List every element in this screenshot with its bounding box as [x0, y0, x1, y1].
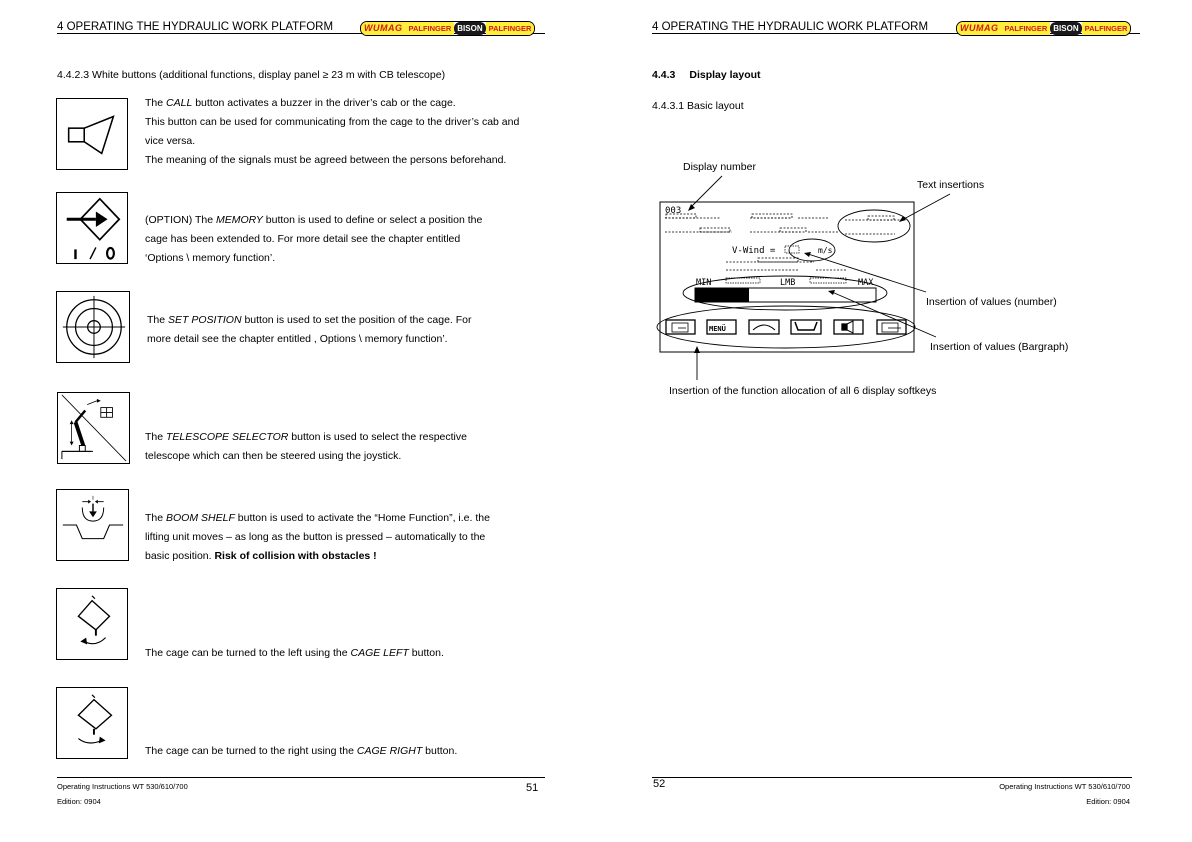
megaphone-icon — [57, 99, 127, 169]
palfinger-logo: PALFINGER — [406, 22, 455, 35]
cage-right-description: The cage can be turned to the right using the CAGE RIGHT button. — [145, 745, 458, 757]
right-footer-doc: Operating Instructions WT 530/610/700 — [999, 782, 1130, 791]
right-footer-rule — [652, 777, 1132, 778]
left-page-number: 51 — [526, 782, 539, 794]
palfinger-logo: PALFINGER — [1002, 22, 1051, 35]
cage-left-icon — [57, 589, 127, 659]
cage-right-icon — [57, 688, 127, 758]
call-description: The CALL button activates a buzzer in the driver’s cab or the cage. This button can be used for communicating from the cage to the driver’s cab and vice versa. The meaning of the signals must be agreed between the persons beforehand. — [145, 97, 520, 166]
vwind-label: V-Wind = — [732, 246, 776, 256]
cage-left-description: The cage can be turned to the left using the CAGE LEFT button. — [145, 647, 444, 659]
wumag-logo: WUMAG — [361, 22, 406, 35]
callout-text-insertions: Text insertions — [917, 179, 985, 191]
display-frame — [660, 202, 914, 352]
palfinger-logo-2: PALFINGER — [1082, 22, 1131, 35]
softkey-5 — [834, 320, 863, 334]
section-heading-4-4-2-3: 4.4.2.3 White buttons (additional functions, display panel ≥ 23 m with CB telescope) — [57, 69, 446, 81]
bison-logo: BISON — [1050, 22, 1081, 35]
set-position-description: The SET POSITION button is used to set the position of the cage. For more detail see the chapter entitled , Options \ memory function’. — [147, 314, 472, 345]
bar-lmb-label: LMB — [780, 278, 796, 288]
cage-right-icon-box — [56, 687, 128, 759]
softkey-row — [666, 320, 906, 334]
call-button-icon-box — [56, 98, 128, 170]
callout-softkeys: Insertion of the function allocation of all 6 display softkeys — [669, 385, 937, 397]
boom-shelf-description: The BOOM SHELF button is used to activate the “Home Function”, i.e. the lifting unit moves – as long as the button is pressed – automatically to the basic position. Risk of collision with obstacles ! — [145, 512, 490, 562]
callout-values-bargraph: Insertion of values (Bargraph) — [930, 341, 1069, 353]
left-header-title: 4 OPERATING THE HYDRAULIC WORK PLATFORM — [57, 21, 334, 33]
left-footer-edition: Edition: 0904 — [57, 797, 101, 806]
display-layout-diagram — [640, 150, 1160, 410]
display-number-value: 003 — [665, 206, 682, 216]
right-brand-logos — [956, 21, 1131, 36]
vwind-unit: m/s — [818, 246, 833, 255]
left-footer-doc: Operating Instructions WT 530/610/700 — [57, 782, 188, 791]
right-page-number: 52 — [653, 778, 666, 790]
left-footer-rule — [57, 777, 545, 778]
boom-shelf-icon-box — [56, 489, 129, 561]
collision-warning: Risk of collision with obstacles ! — [214, 550, 377, 562]
callout-values-number: Insertion of values (number) — [926, 296, 1057, 308]
cage-left-icon-box — [56, 588, 128, 660]
softkey-menu-label: MENÜ — [709, 325, 726, 333]
subsection-heading-4-4-3-1: 4.4.3.1 Basic layout — [652, 100, 744, 112]
memory-description: (OPTION) The MEMORY button is used to define or select a position the cage has been extended to. For more detail see the chapter entitled ‘Options \ memory function’. — [145, 214, 483, 264]
bargraph-fill — [695, 288, 749, 295]
bar-min-label: MIN — [696, 278, 712, 288]
right-header-title: 4 OPERATING THE HYDRAULIC WORK PLATFORM — [652, 21, 929, 33]
palfinger-logo-2: PALFINGER — [486, 22, 535, 35]
section-heading-4-4-3: 4.4.3 Display layout — [652, 69, 761, 81]
bar-max-label: MAX — [858, 278, 874, 288]
boom-shelf-icon — [57, 490, 128, 560]
softkey-3 — [749, 320, 779, 334]
telescope-selector-description: The TELESCOPE SELECTOR button is used to select the respective telescope which can then be steered using the joystick. — [145, 431, 467, 462]
telescope-selector-icon — [58, 393, 129, 463]
target-icon — [57, 292, 129, 362]
wumag-logo: WUMAG — [957, 22, 1002, 35]
memory-button-icon-box — [56, 192, 128, 264]
bison-logo: BISON — [454, 22, 485, 35]
set-position-icon-box — [56, 291, 130, 363]
telescope-selector-icon-box — [57, 392, 130, 464]
bargraph-fill-lower — [695, 295, 749, 302]
left-brand-logos — [360, 21, 535, 36]
memory-icon — [57, 193, 127, 263]
right-footer-edition: Edition: 0904 — [1086, 797, 1130, 806]
callout-display-number: Display number — [683, 161, 756, 173]
